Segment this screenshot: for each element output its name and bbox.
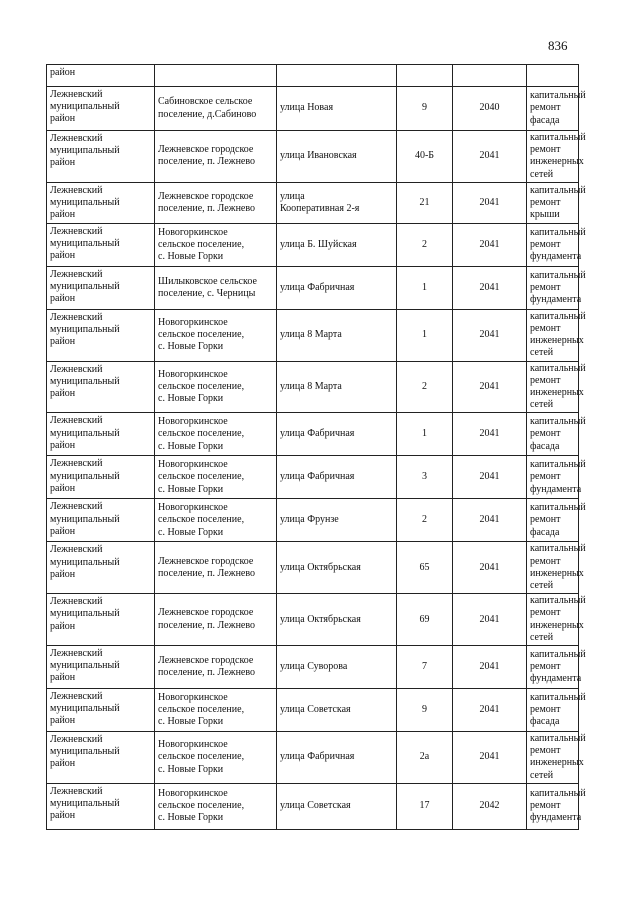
table-row xyxy=(47,266,579,309)
table-row xyxy=(47,542,579,594)
house-cell: 21 xyxy=(397,182,453,223)
table-row xyxy=(47,689,579,732)
table-row xyxy=(47,732,579,784)
year-cell: 2041 xyxy=(453,131,527,183)
house-cell: 2 xyxy=(397,499,453,542)
settlement-cell: Новогоркинское сельское поселение, с. Новые Горки xyxy=(155,783,277,829)
table-row xyxy=(47,223,579,266)
year-cell: 2041 xyxy=(453,223,527,266)
district-cell: Лежневский муниципальный район xyxy=(47,131,155,183)
year-cell: 2041 xyxy=(453,182,527,223)
district-cell: Лежневский муниципальный район xyxy=(47,732,155,784)
table-row xyxy=(47,594,579,646)
year-cell: 2041 xyxy=(453,499,527,542)
street-cell: улица Суворова xyxy=(277,646,397,689)
settlement-cell: Сабиновское сельское поселение, д.Сабиново xyxy=(155,87,277,131)
settlement-cell: Лежневское городское поселение, п. Лежнево xyxy=(155,131,277,183)
district-cell: Лежневский муниципальный район xyxy=(47,413,155,456)
settlement-cell: Шилыковское сельское поселение, с. Черницы xyxy=(155,266,277,309)
year-cell: 2040 xyxy=(453,87,527,131)
year-cell: 2042 xyxy=(453,783,527,829)
house-cell: 9 xyxy=(397,689,453,732)
street-cell: улица Фрунзе xyxy=(277,499,397,542)
house-cell: 3 xyxy=(397,456,453,499)
year-cell: 2041 xyxy=(453,413,527,456)
settlement-cell: Новогоркинское сельское поселение, с. Новые Горки xyxy=(155,499,277,542)
street-cell: улица Фабричная xyxy=(277,266,397,309)
year-cell: 2041 xyxy=(453,309,527,361)
settlement-cell: Новогоркинское сельское поселение, с. Новые Горки xyxy=(155,689,277,732)
table-row xyxy=(47,413,579,456)
work-type-cell: капитальный ремонт фасада xyxy=(527,87,579,131)
street-cell xyxy=(277,65,397,87)
house-cell: 65 xyxy=(397,542,453,594)
work-type-cell: капитальный ремонт крыши xyxy=(527,182,579,223)
district-cell: Лежневский муниципальный район xyxy=(47,182,155,223)
work-type-cell: капитальный ремонт инженерных сетей xyxy=(527,732,579,784)
street-cell: улица Ивановская xyxy=(277,131,397,183)
district-cell: Лежневский муниципальный район xyxy=(47,456,155,499)
work-type-cell: капитальный ремонт фундамента xyxy=(527,646,579,689)
work-type-cell: капитальный ремонт фасада xyxy=(527,499,579,542)
house-cell: 40-Б xyxy=(397,131,453,183)
work-type-cell: капитальный ремонт фасада xyxy=(527,689,579,732)
street-cell: улица Октябрьская xyxy=(277,594,397,646)
table-row xyxy=(47,131,579,183)
work-type-cell: капитальный ремонт фасада xyxy=(527,413,579,456)
work-type-cell: капитальный ремонт фундамента xyxy=(527,266,579,309)
settlement-cell: Лежневское городское поселение, п. Лежнево xyxy=(155,542,277,594)
house-cell: 2 xyxy=(397,223,453,266)
table-row xyxy=(47,783,579,829)
settlement-cell: Новогоркинское сельское поселение, с. Новые Горки xyxy=(155,223,277,266)
year-cell: 2041 xyxy=(453,646,527,689)
year-cell: 2041 xyxy=(453,732,527,784)
settlement-cell: Новогоркинское сельское поселение, с. Новые Горки xyxy=(155,413,277,456)
street-cell: улица Фабричная xyxy=(277,732,397,784)
district-cell: район xyxy=(47,65,155,87)
year-cell: 2041 xyxy=(453,361,527,413)
settlement-cell: Лежневское городское поселение, п. Лежнево xyxy=(155,646,277,689)
work-type-cell: капитальный ремонт инженерных сетей xyxy=(527,361,579,413)
house-cell: 69 xyxy=(397,594,453,646)
district-cell: Лежневский муниципальный район xyxy=(47,309,155,361)
settlement-cell: Лежневское городское поселение, п. Лежнево xyxy=(155,182,277,223)
table-row xyxy=(47,309,579,361)
work-type-cell: капитальный ремонт инженерных сетей xyxy=(527,542,579,594)
district-cell: Лежневский муниципальный район xyxy=(47,594,155,646)
street-cell: улица Фабричная xyxy=(277,413,397,456)
settlement-cell: Новогоркинское сельское поселение, с. Новые Горки xyxy=(155,309,277,361)
settlement-cell: Новогоркинское сельское поселение, с. Новые Горки xyxy=(155,361,277,413)
year-cell: 2041 xyxy=(453,594,527,646)
street-cell: улица 8 Марта xyxy=(277,361,397,413)
settlement-cell: Лежневское городское поселение, п. Лежнево xyxy=(155,594,277,646)
district-cell: Лежневский муниципальный район xyxy=(47,266,155,309)
house-cell: 9 xyxy=(397,87,453,131)
repair-schedule-table xyxy=(46,64,586,830)
house-cell: 7 xyxy=(397,646,453,689)
work-type-cell: капитальный ремонт инженерных сетей xyxy=(527,309,579,361)
year-cell: 2041 xyxy=(453,542,527,594)
street-cell: улица Кооперативная 2-я xyxy=(277,182,397,223)
district-cell: Лежневский муниципальный район xyxy=(47,646,155,689)
year-cell: 2041 xyxy=(453,689,527,732)
district-cell: Лежневский муниципальный район xyxy=(47,499,155,542)
district-cell: Лежневский муниципальный район xyxy=(47,783,155,829)
work-type-cell: капитальный ремонт фундамента xyxy=(527,223,579,266)
settlement-cell: Новогоркинское сельское поселение, с. Новые Горки xyxy=(155,456,277,499)
street-cell: улица Новая xyxy=(277,87,397,131)
street-cell: улица Советская xyxy=(277,783,397,829)
work-type-cell xyxy=(527,65,579,87)
street-cell: улица Фабричная xyxy=(277,456,397,499)
district-cell: Лежневский муниципальный район xyxy=(47,689,155,732)
work-type-cell: капитальный ремонт фундамента xyxy=(527,456,579,499)
house-cell: 1 xyxy=(397,266,453,309)
house-cell: 1 xyxy=(397,413,453,456)
work-type-cell: капитальный ремонт инженерных сетей xyxy=(527,594,579,646)
page-number: 836 xyxy=(548,38,568,53)
table-row xyxy=(47,182,579,223)
year-cell: 2041 xyxy=(453,266,527,309)
house-cell: 2 xyxy=(397,361,453,413)
street-cell: улица 8 Марта xyxy=(277,309,397,361)
street-cell: улица Б. Шуйская xyxy=(277,223,397,266)
table-row xyxy=(47,499,579,542)
year-cell xyxy=(453,65,527,87)
table-row xyxy=(47,456,579,499)
district-cell: Лежневский муниципальный район xyxy=(47,223,155,266)
table-row xyxy=(47,361,579,413)
work-type-cell: капитальный ремонт фундамента xyxy=(527,783,579,829)
table-row-continued xyxy=(47,65,579,87)
table-row xyxy=(47,646,579,689)
district-cell: Лежневский муниципальный район xyxy=(47,87,155,131)
street-cell: улица Октябрьская xyxy=(277,542,397,594)
house-cell: 1 xyxy=(397,309,453,361)
district-cell: Лежневский муниципальный район xyxy=(47,361,155,413)
year-cell: 2041 xyxy=(453,456,527,499)
house-cell xyxy=(397,65,453,87)
house-cell: 17 xyxy=(397,783,453,829)
district-cell: Лежневский муниципальный район xyxy=(47,542,155,594)
work-type-cell: капитальный ремонт инженерных сетей xyxy=(527,131,579,183)
settlement-cell xyxy=(155,65,277,87)
street-cell: улица Советская xyxy=(277,689,397,732)
settlement-cell: Новогоркинское сельское поселение, с. Новые Горки xyxy=(155,732,277,784)
house-cell: 2а xyxy=(397,732,453,784)
table-row xyxy=(47,87,579,131)
